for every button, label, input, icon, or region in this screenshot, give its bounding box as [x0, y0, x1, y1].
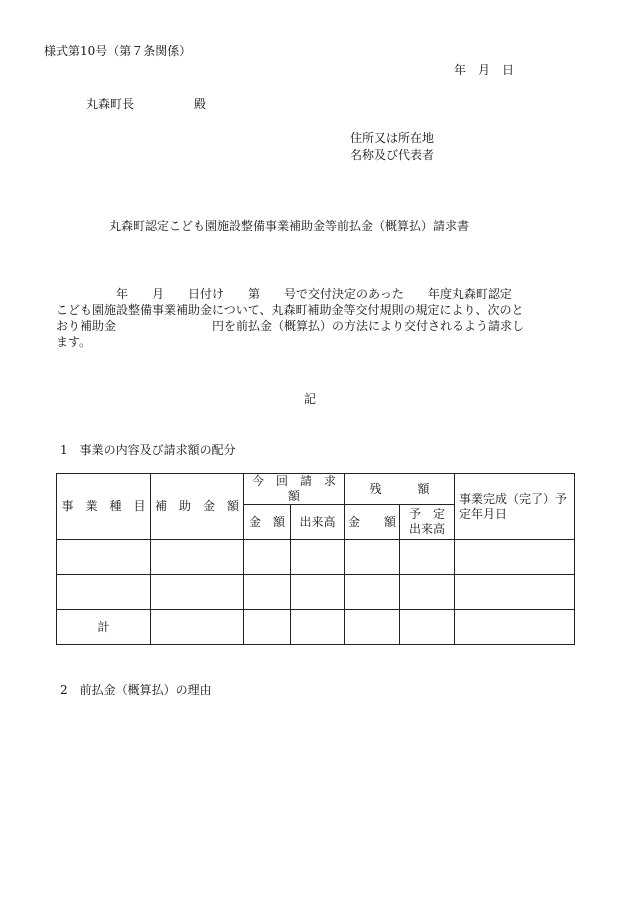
table-row: [57, 575, 575, 610]
header-current-request: 今 回 請 求 額: [244, 474, 345, 505]
table-cell[interactable]: [345, 610, 400, 645]
table-cell[interactable]: [57, 540, 151, 575]
table-cell[interactable]: [151, 540, 244, 575]
table-row: [57, 540, 575, 575]
document-title: 丸森町認定こども園施設整備事業補助金等前払金（概算払）請求書: [109, 219, 470, 233]
subheader-planned-progress: 予 定出来高: [400, 505, 455, 540]
applicant-block: [350, 130, 434, 164]
table-cell[interactable]: [291, 575, 345, 610]
allocation-table: [56, 473, 575, 645]
table-cell[interactable]: [345, 575, 400, 610]
header-project-type: 事 業 種 目: [57, 474, 151, 540]
table-cell[interactable]: [400, 575, 455, 610]
table-cell[interactable]: [455, 610, 575, 645]
table-cell[interactable]: [455, 575, 575, 610]
section-1-heading: 1 事業の内容及び請求額の配分: [60, 443, 236, 457]
table-cell[interactable]: [291, 610, 345, 645]
table-cell[interactable]: [244, 575, 291, 610]
table-cell[interactable]: [151, 575, 244, 610]
addressee-name: 丸森町長: [86, 97, 135, 111]
addressee-honorific: 殿: [194, 97, 207, 111]
total-row: [57, 610, 575, 645]
table-cell[interactable]: [244, 610, 291, 645]
table-cell[interactable]: [455, 540, 575, 575]
applicant-address-label: 住所又は所在地: [350, 131, 435, 145]
form-number: 様式第10号（第７条関係）: [44, 44, 192, 58]
table-cell[interactable]: [291, 540, 345, 575]
addressee: [86, 98, 206, 112]
subheader-balance-amount: 金 額: [345, 505, 400, 540]
table-cell[interactable]: [57, 575, 151, 610]
header-balance: 残 額: [345, 474, 455, 505]
total-label: 計: [57, 610, 151, 645]
table-cell[interactable]: [400, 610, 455, 645]
applicant-name-label: 名称及び代表者: [350, 148, 435, 162]
table-cell[interactable]: [244, 540, 291, 575]
subheader-progress: 出来高: [291, 505, 345, 540]
header-subsidy-amount: 補 助 金 額: [151, 474, 244, 540]
subheader-amount: 金 額: [244, 505, 291, 540]
header-completion-date: 事業完成（完了）予定年月日: [455, 474, 575, 540]
table-cell[interactable]: [345, 540, 400, 575]
table-cell[interactable]: [400, 540, 455, 575]
request-body-text: 年 月 日付け 第 号で交付決定のあった 年度丸森町認定 こども園施設整備事業補助金について、丸森町補助金等交付規則の規定により、次のと おり補助金 円を前払金（概算払）の方法により交付されるよう請求し ます。: [56, 287, 525, 349]
section-2-heading: 2 前払金（概算払）の理由: [60, 683, 212, 697]
table-cell[interactable]: [151, 610, 244, 645]
ki-heading: 記: [304, 392, 317, 406]
date-line: 年 月 日: [454, 63, 515, 77]
